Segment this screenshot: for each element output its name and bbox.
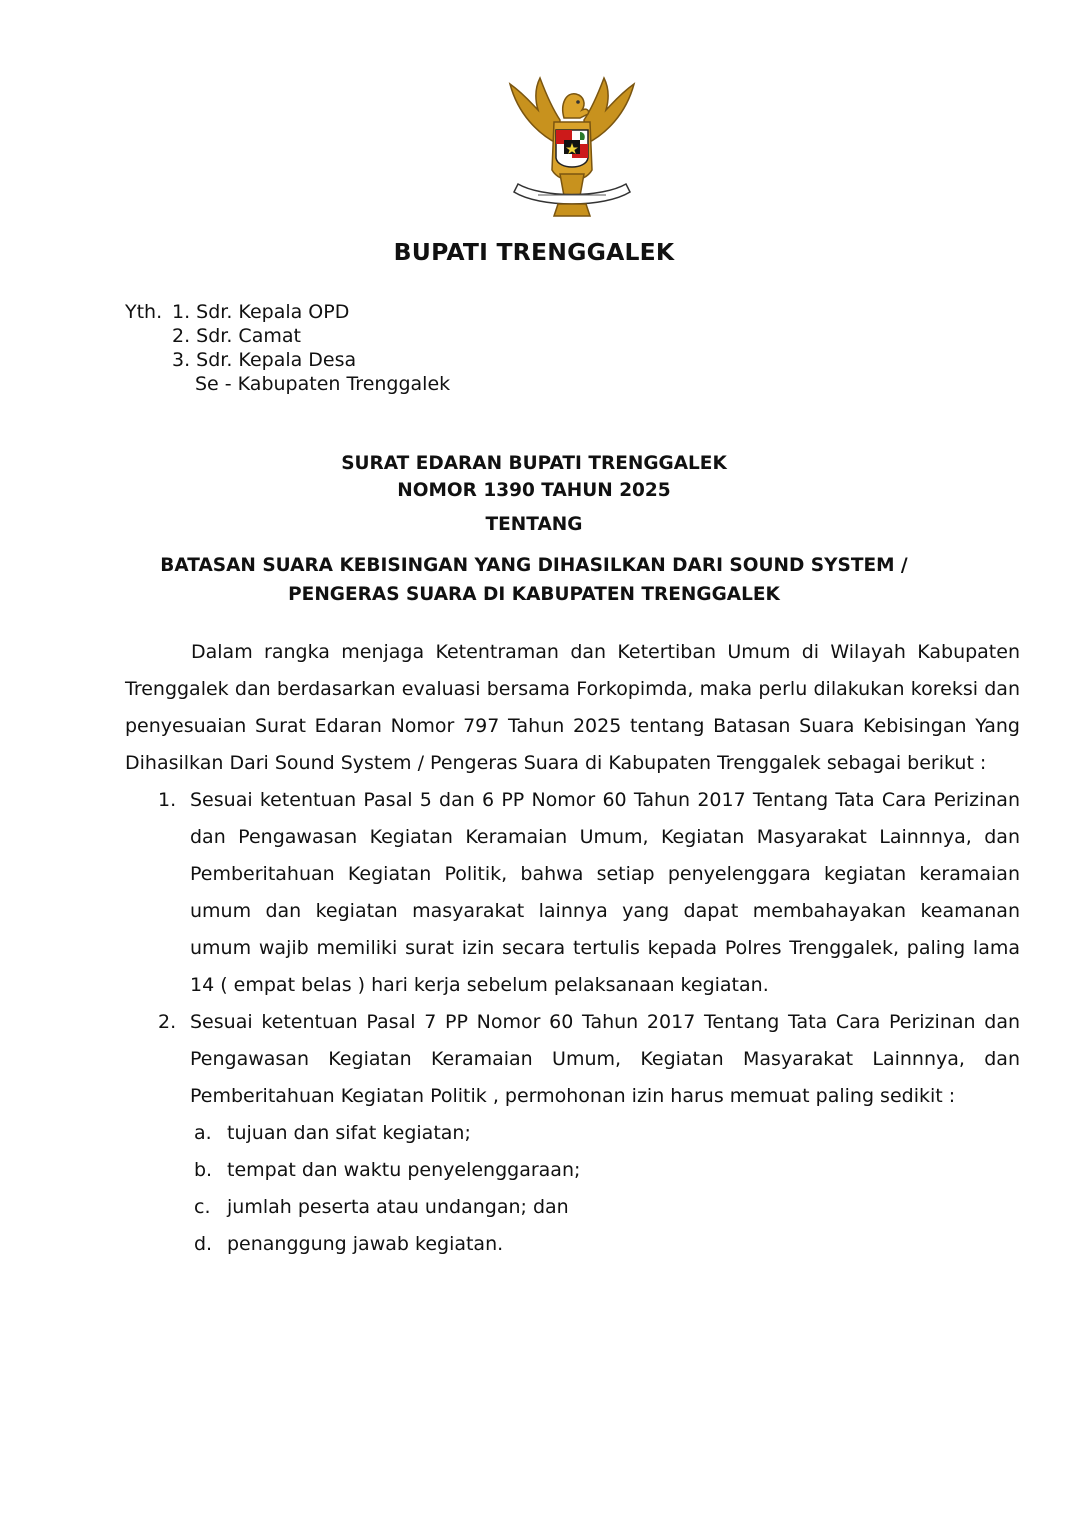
list-item-text: Sesuai ketentuan Pasal 5 dan 6 PP Nomor 60 Tahun 2017 Tentang Tata Cara Perizinan dan Pengawasan Kegiatan Keramaian Umum, Kegiatan Masyarakat Lainnnya, dan Pemberitahuan Kegiatan Politik, bahwa setiap penyelenggara kegiatan keramaian umum dan kegiatan masyarakat lainnya yang dapat membahayakan keamanan umum wajib memiliki surat izin secara tertulis kepada Polres Trenggalek, paling lama 14 ( empat belas ) hari kerja sebelum pelaksanaan kegiatan. bbox=[190, 789, 1020, 996]
list-marker: 1. bbox=[158, 789, 177, 811]
sub-list-item bbox=[190, 1226, 1020, 1263]
recipient-region: Se - Kabupaten Trenggalek bbox=[195, 373, 451, 395]
sub-list-marker: a. bbox=[194, 1122, 212, 1144]
garuda-emblem-icon bbox=[498, 74, 646, 222]
subject-heading bbox=[0, 551, 1068, 609]
addressee-block bbox=[125, 300, 450, 396]
sub-list-item bbox=[190, 1152, 1020, 1189]
title-line-1: SURAT EDARAN BUPATI TRENGGALEK bbox=[341, 453, 727, 474]
list-item-text: Sesuai ketentuan Pasal 7 PP Nomor 60 Tahun 2017 Tentang Tata Cara Perizinan dan Pengawasan Kegiatan Keramaian Umum, Kegiatan Masyarakat Lainnnya, dan Pemberitahuan Kegiatan Politik , permohonan izin harus memuat paling sedikit : bbox=[190, 1011, 1020, 1107]
numbered-list bbox=[125, 782, 1020, 1263]
sub-list-item bbox=[190, 1189, 1020, 1226]
sub-list-text: tempat dan waktu penyelenggaraan; bbox=[227, 1159, 581, 1181]
letter-body bbox=[125, 634, 1020, 1263]
list-marker: 2. bbox=[158, 1011, 177, 1033]
list-item bbox=[125, 1004, 1020, 1263]
sub-list-text: penanggung jawab kegiatan. bbox=[227, 1233, 504, 1255]
sub-list bbox=[190, 1115, 1020, 1263]
issuer-title: BUPATI TRENGGALEK bbox=[393, 238, 675, 266]
recipient-3: 3. Sdr. Kepala Desa bbox=[172, 349, 357, 371]
sub-list-marker: d. bbox=[194, 1233, 213, 1255]
sub-list-text: tujuan dan sifat kegiatan; bbox=[227, 1122, 471, 1144]
sub-list-item bbox=[190, 1115, 1020, 1152]
document-title bbox=[0, 450, 1068, 504]
recipient-2: 2. Sdr. Camat bbox=[172, 325, 301, 347]
addressee-prefix: Yth. bbox=[125, 301, 163, 323]
sub-list-marker: c. bbox=[194, 1196, 211, 1218]
list-item bbox=[125, 782, 1020, 1004]
sub-list-text: jumlah peserta atau undangan; dan bbox=[227, 1196, 569, 1218]
subject-line-2: PENGERAS SUARA DI KABUPATEN TRENGGALEK bbox=[288, 584, 780, 605]
sub-list-marker: b. bbox=[194, 1159, 213, 1181]
tentang-label: TENTANG bbox=[485, 514, 583, 535]
intro-paragraph: Dalam rangka menjaga Ketentraman dan Ketertiban Umum di Wilayah Kabupaten Trenggalek dan berdasarkan evaluasi bersama Forkopimda, maka perlu dilakukan koreksi dan penyesuaian Surat Edaran Nomor 797 Tahun 2025 tentang Batasan Suara Kebisingan Yang Dihasilkan Dari Sound System / Pengeras Suara di Kabupaten Trenggalek sebagai berikut : bbox=[125, 641, 1020, 774]
subject-line-1: BATASAN SUARA KEBISINGAN YANG DIHASILKAN DARI SOUND SYSTEM / bbox=[160, 555, 908, 576]
title-line-2: NOMOR 1390 TAHUN 2025 bbox=[397, 480, 671, 501]
recipient-1: 1. Sdr. Kepala OPD bbox=[172, 301, 350, 323]
